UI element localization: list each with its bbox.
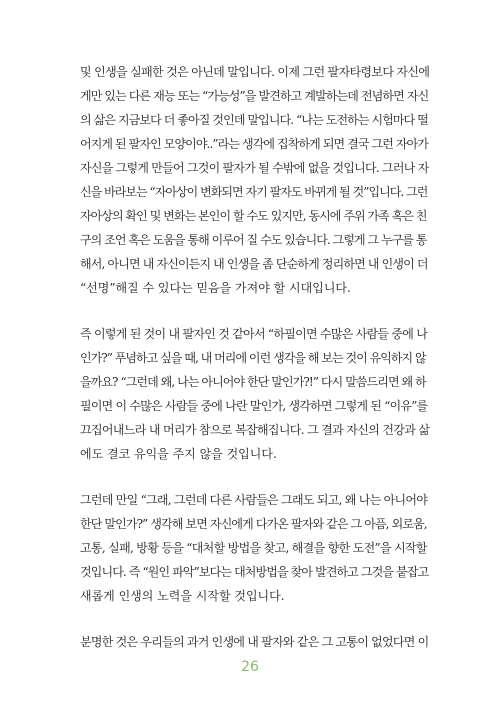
text-line: 새롭게 인생의 노력을 시작할 것입니다. — [80, 589, 285, 603]
paragraph-gap — [80, 466, 430, 488]
text-line: 즉 이렇게 된 것이 내 팔자인 것 같아서 “하필이면 수많은 사람들 중에 나 — [80, 327, 428, 341]
text-line: 게만 있는 다른 재능 또는 “가능성”을 발견하고 계발하는데 전념하면 자신 — [80, 89, 429, 103]
text-line: 자아상의 확인 및 변화는 본인이 할 수도 있지만, 동시에 주위 가족 혹은 친 — [80, 209, 427, 223]
text-line: 한단 말인가?” 생각해 보면 자신에게 다가온 팔자와 같은 그 아픔, 외로움, — [80, 517, 427, 531]
text-line: 의 삶은 지금보다 더 좋아질 것인데 말입니다. “나는 도전하는 시험마다 떨 — [80, 113, 428, 127]
body-text — [80, 60, 430, 654]
text-line: 자신을 그렇게 만들어 그것이 팔자가 될 수밖에 없을 것입니다. 그러나 자 — [80, 161, 429, 175]
text-line: 인가?” 푸념하고 싶을 때, 내 머리에 이런 생각을 해 보는 것이 유익하지 않 — [80, 351, 426, 365]
text-line: 고통, 실패, 방황 등을 “대처할 방법을 찾고, 해결을 향한 도전”을 시작할 — [80, 541, 427, 555]
text-line: 에도 결코 유익을 주지 않을 것입니다. — [80, 447, 277, 461]
text-line: 끄집어내느라 내 머리가 참으로 복잡해집니다. 그 결과 자신의 건강과 삶 — [80, 423, 430, 437]
paragraph-3 — [80, 488, 430, 608]
text-line: 및 인생을 실패한 것은 아닌데 말입니다. 이제 그런 팔자타령보다 자신에 — [80, 65, 430, 79]
text-line: 분명한 것은 우리들의 과거 인생에 내 팔자와 같은 그 고통이 없었다면 이 — [80, 635, 429, 649]
text-line: 필이면 이 수많은 사람들 중에 나란 말인가, 생각하면 그렇게 된 “이유”를 — [80, 399, 428, 413]
paragraph-4 — [80, 630, 430, 654]
text-line: 신을 바라보는 “자아상이 변화되면 자기 팔자도 바뀌게 될 것”입니다. 그런 — [80, 185, 428, 199]
text-line: 을까요? “그런데 왜, 나는 아니어야 한단 말인가?!” 다시 말씀드리면 왜 하 — [80, 375, 426, 389]
text-line: 그런데 만일 “그래, 그런데 다른 사람들은 그래도 되고, 왜 나는 아니어야 — [80, 493, 428, 507]
text-line: 어지게 된 팔자인 모양이야..”라는 생각에 집착하게 되면 결국 그런 자아가 — [80, 137, 428, 151]
text-line: “선명”해질 수 있다는 믿음을 가져야 할 시대입니다. — [80, 281, 351, 295]
text-line: 것입니다. 즉 “원인 파악”보다는 대처방법을 찾아 발견하고 그것을 붙잡고 — [80, 565, 429, 579]
text-line: 해서, 아니면 내 자신이든지 내 인생을 좀 단순하게 정리하면 내 인생이 더 — [80, 257, 428, 271]
paragraph-gap — [80, 300, 430, 322]
paragraph-gap — [80, 608, 430, 630]
text-line: 구의 조언 혹은 도움을 통해 이루어 질 수도 있습니다. 그렇게 그 누구를 통 — [80, 233, 427, 247]
page-number: 26 — [241, 659, 259, 675]
paragraph-1 — [80, 60, 430, 300]
paragraph-2 — [80, 322, 430, 466]
